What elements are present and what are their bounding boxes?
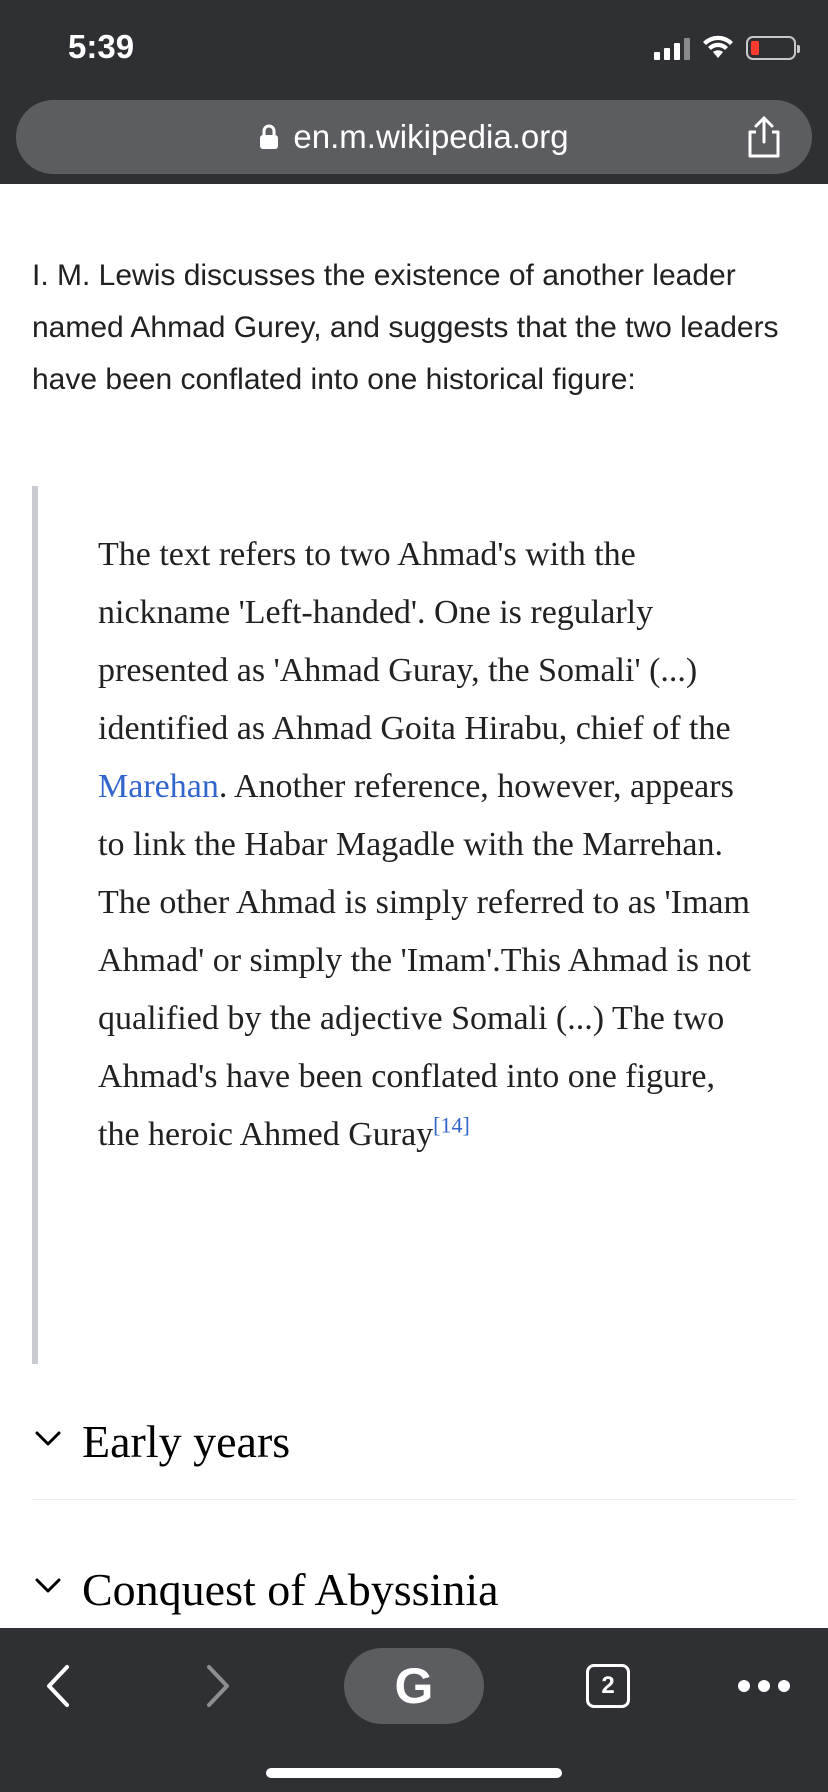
lewis-paragraph: I. M. Lewis discusses the existence of another leader named Ahmad Gurey, and suggests that the two leaders have been conflated into one historical figure: [32, 259, 779, 396]
top-browser-chrome [0, 0, 828, 184]
wifi-icon [702, 36, 734, 60]
marehan-link[interactable]: Marehan [98, 768, 219, 805]
back-button[interactable] [20, 1648, 96, 1724]
lock-icon [259, 124, 279, 150]
share-icon[interactable] [742, 114, 786, 160]
battery-icon [746, 36, 796, 60]
chevron-down-icon [32, 1423, 64, 1455]
more-menu-button[interactable] [726, 1648, 802, 1724]
bottom-toolbar [0, 1628, 828, 1792]
quote-text [98, 526, 758, 1164]
status-time: 5:39 [68, 28, 135, 65]
section-early-years[interactable] [32, 1384, 796, 1500]
quote-part-2: . Another reference, however, appears to link the Habar Magadle with the Marrehan. The other Ahmad is simply referred to as 'Imam Ahmad' or simply the 'Imam'.This Ahmad is not qualified by the adjective Somali (...) The two Ahmad's have been conflated into one figure, the heroic Ahmed Guray [98, 768, 751, 1153]
blockquote [32, 486, 802, 1364]
reference-14[interactable]: [14] [433, 1112, 470, 1138]
home-indicator [266, 1768, 562, 1778]
cellular-signal-icon [654, 36, 690, 60]
chevron-left-icon [43, 1663, 73, 1709]
tab-count: 2 [586, 1664, 630, 1708]
google-icon: G [394, 1658, 434, 1714]
section-title: Early years [82, 1416, 291, 1467]
address-bar[interactable] [16, 100, 812, 174]
chevron-down-icon [32, 1570, 64, 1602]
section-title: Conquest of Abyssinia [82, 1563, 499, 1615]
google-search-button[interactable] [344, 1648, 484, 1724]
tabs-button[interactable] [570, 1648, 646, 1724]
article-content [0, 184, 828, 1628]
url-domain: en.m.wikipedia.org [293, 118, 569, 155]
forward-button[interactable] [180, 1648, 256, 1724]
quote-part-1: The text refers to two Ahmad's with the nickname 'Left-handed'. One is regularly presented as 'Ahmad Guray, the Somali' (...) identified as Ahmad Goita Hirabu, chief of the [98, 536, 731, 747]
section-conquest-of-abyssinia[interactable] [32, 1544, 796, 1634]
chevron-right-icon [203, 1663, 233, 1709]
status-icons [654, 36, 796, 60]
more-dots-icon [738, 1680, 790, 1692]
